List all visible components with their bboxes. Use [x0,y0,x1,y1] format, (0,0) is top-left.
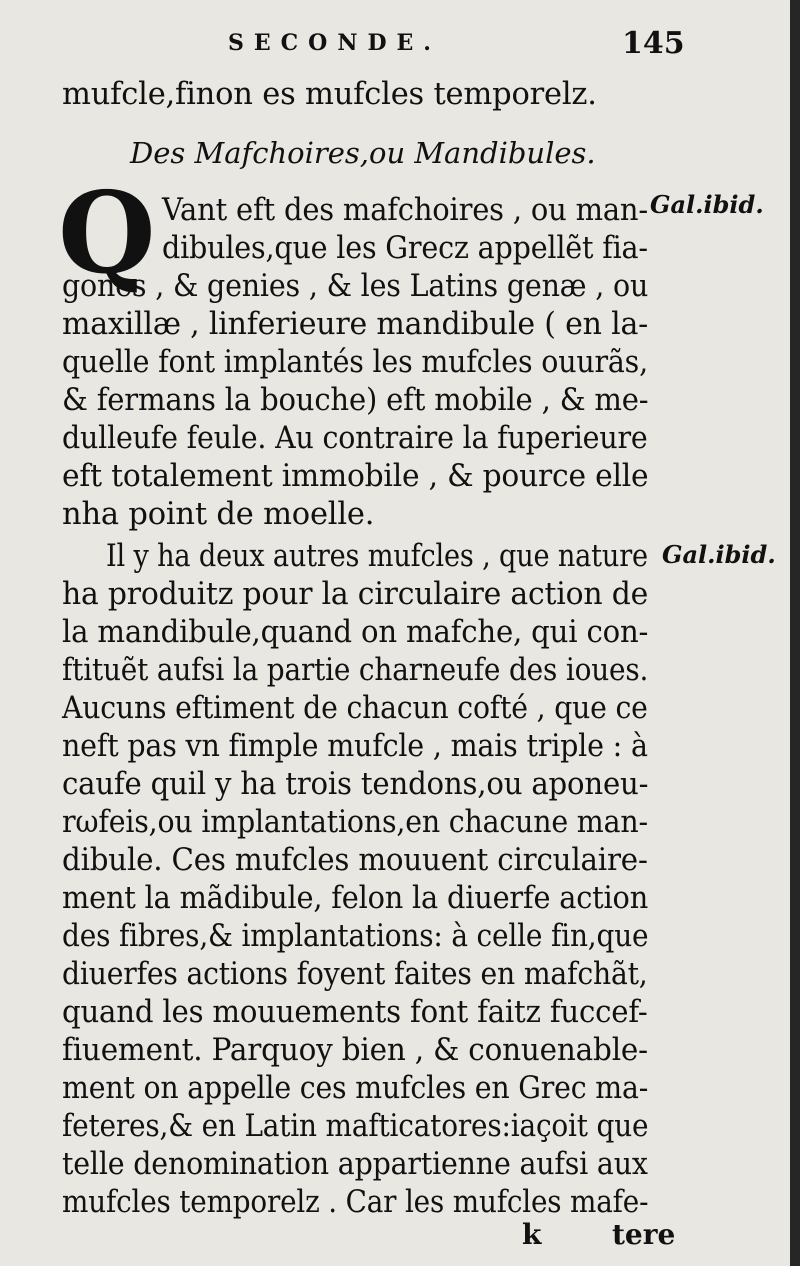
text-line: caufe quil y ha trois tendons,ou aponeu- [62,767,649,802]
text-line: gones , & genies , & les Latins genæ , ou [62,269,649,304]
text-line: ment on appelle ces mufcles en Grec ma- [62,1071,649,1106]
text-line: neft pas vn fimple mufcle , mais triple : à [62,729,648,764]
text-line: quelle font implantés les mufcles ouurãs, [62,345,648,380]
text-line: ha produitz pour la circulaire action de [62,577,649,612]
running-head: SECONDE. [228,30,441,56]
text-line: Aucuns eftiment de chacun cofté , que ce [62,691,648,726]
text-line: dibule. Ces mufcles mouuent circulaire- [62,843,648,878]
page-number: 145 [622,26,685,61]
section-heading: Des Mafchoires,ou Mandibules. [130,136,596,170]
text-line: mufcle,finon es mufcles temporelz. [62,77,597,112]
drop-capital: Q [58,168,156,299]
margin-note: Gal.ibid. [650,190,764,219]
text-line: ftituẽt aufsi la partie charneufe des ioues. [62,653,649,688]
text-line: maxillæ , linferieure mandibule ( en la- [62,307,649,342]
text-line: telle denomination appartienne aufsi aux [62,1147,648,1182]
catchword: tere [612,1218,676,1251]
margin-note: Gal.ibid. [662,540,776,569]
text-line: quand les mouuements font faitz fuccef- [62,995,648,1030]
text-line: dulleufe feule. Au contraire la fuperieure [62,421,648,456]
text-line: & fermans la bouche) eft mobile , & me- [62,383,649,418]
text-line: ment la mãdibule, felon la diuerfe action [62,881,649,916]
text-line: la mandibule,quand on mafche, qui con- [62,615,649,650]
text-line: Il y ha deux autres mufcles , que nature [106,539,648,574]
text-line: nha point de moelle. [62,497,375,532]
text-line: Vant eft des mafchoires , ou man- [162,193,648,228]
text-line: fiuement. Parquoy bien , & conuenable- [62,1033,648,1068]
text-line: feteres,& en Latin mafticatores:iaçoit que [62,1109,649,1144]
text-line: diuerfes actions foyent faites en mafchãt, [62,957,648,992]
text-line: dibules,que les Grecz appellẽt fia- [162,231,648,266]
page-header [0,26,790,66]
page-edge [790,0,800,1266]
text-line: eft totalement immobile , & pource elle [62,459,649,494]
text-line: rωfeis,ou implantations,en chacune man- [62,805,648,840]
text-line: mufcles temporelz . Car les mufcles mafe- [62,1185,649,1220]
signature-mark: k [522,1218,542,1251]
text-line: des fibres,& implantations: à celle fin,que [62,919,649,954]
